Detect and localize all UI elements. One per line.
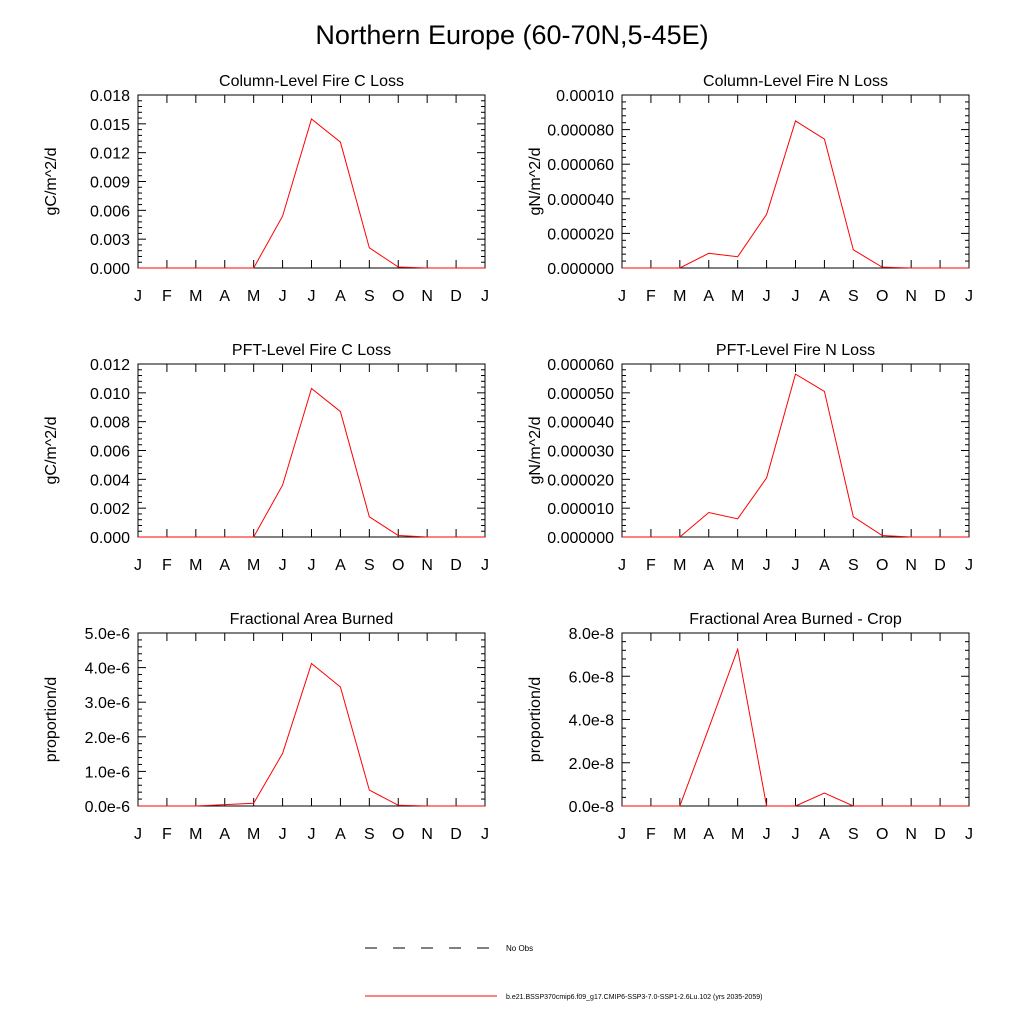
x-tick-label: J [134,288,142,305]
y-axis-label: proportion/d [43,676,60,763]
x-tick-label: N [905,288,917,305]
series-line [622,121,969,268]
y-tick-label: 0.004 [89,472,130,490]
x-tick-label: M [189,557,203,574]
x-tick-label: A [335,288,346,305]
x-tick-label: J [791,557,800,574]
x-tick-label: J [278,557,287,574]
series-line [622,374,969,537]
x-tick-label: J [307,557,316,574]
x-tick-label: N [905,557,917,574]
x-tick-label: N [905,826,917,843]
x-tick-label: F [162,288,172,305]
y-tick-label: 0.000 [89,261,130,278]
x-tick-label: S [363,557,375,574]
y-tick-label: 0.000000 [547,530,614,547]
y-tick-label: 0.00010 [556,88,614,105]
plot-frame [622,364,969,537]
x-tick-label: F [162,557,172,574]
y-axis-label: gC/m^2/d [43,147,60,216]
y-tick-label: 0.003 [89,232,130,250]
x-tick-label: M [673,557,687,574]
chart-panel-4 [527,342,973,574]
y-tick-label: 0.015 [89,116,130,134]
x-tick-label: J [791,826,800,843]
x-tick-label: J [134,826,142,843]
plot-frame [138,633,485,806]
x-tick-label: J [762,826,771,843]
y-tick-label: 6.0e-8 [568,669,614,687]
chart-panel-3 [43,342,489,574]
y-tick-label: 8.0e-8 [568,626,614,643]
series-line [138,389,485,537]
y-tick-label: 0.000020 [547,226,614,244]
series-line [622,649,969,806]
x-tick-label: O [392,557,405,574]
x-tick-label: S [363,288,375,305]
panel-title: Fractional Area Burned - Crop [689,611,902,628]
x-tick-label: S [847,288,859,305]
x-tick-label: M [673,288,687,305]
y-tick-label: 0.000060 [547,357,614,374]
x-tick-label: F [646,826,656,843]
x-tick-label: N [421,288,433,305]
y-tick-label: 0.008 [89,414,130,432]
x-tick-label: J [791,288,800,305]
x-tick-label: N [421,557,433,574]
x-tick-label: S [847,557,859,574]
y-axis-label: proportion/d [527,676,544,763]
x-tick-label: O [876,826,889,843]
x-tick-label: O [392,288,405,305]
x-tick-label: O [876,557,889,574]
y-tick-label: 0.000020 [547,472,614,490]
x-tick-label: O [876,288,889,305]
x-tick-label: M [673,826,687,843]
y-tick-label: 0.000030 [547,443,614,461]
x-tick-label: J [618,826,626,843]
x-tick-label: M [731,557,745,574]
y-tick-label: 0.000080 [547,122,614,140]
y-tick-label: 2.0e-8 [568,755,614,773]
x-tick-label: J [965,826,973,843]
panel-title: Column-Level Fire C Loss [219,73,404,90]
panel-title: PFT-Level Fire N Loss [715,342,876,359]
x-tick-label: J [762,557,771,574]
legend-obs-label: No Obs [506,944,534,953]
series-line [138,119,485,268]
y-axis-label: gN/m^2/d [527,416,544,485]
x-tick-label: F [646,288,656,305]
y-tick-label: 3.0e-6 [84,695,130,713]
x-tick-label: D [450,826,462,843]
x-tick-label: J [481,288,489,305]
y-tick-label: 0.000040 [547,414,614,432]
x-tick-label: A [335,557,346,574]
y-tick-label: 0.006 [89,443,130,461]
y-tick-label: 2.0e-6 [84,729,130,747]
x-tick-label: M [247,557,261,574]
chart-panel-1 [43,73,489,305]
y-tick-label: 4.0e-6 [84,660,130,678]
y-tick-label: 0.009 [89,174,130,192]
y-tick-label: 0.010 [89,385,130,403]
y-tick-label: 0.000000 [547,261,614,278]
panel-title: PFT-Level Fire C Loss [231,342,392,359]
x-tick-label: J [762,288,771,305]
x-tick-label: D [450,557,462,574]
y-tick-label: 0.000060 [547,157,614,175]
x-tick-label: A [819,826,830,843]
x-tick-label: M [247,826,261,843]
x-tick-label: M [731,288,745,305]
legend-model-label: b.e21.BSSP370cmip6.f09_g17.CMIP6-SSP3-7.0-SSP1-2.6Lu.102 (yrs 2035-2059) [506,994,763,1001]
x-tick-label: J [481,557,489,574]
x-tick-label: A [335,826,346,843]
x-tick-label: A [703,826,715,843]
y-tick-label: 0.000050 [547,385,614,403]
x-tick-label: A [219,288,231,305]
x-tick-label: D [934,288,946,305]
figure-title: Northern Europe (60-70N,5-45E) [315,20,709,50]
x-tick-label: J [278,826,287,843]
y-tick-label: 0.0e-6 [84,799,130,816]
x-tick-label: S [847,826,859,843]
y-tick-label: 0.018 [89,88,130,105]
chart-panels [43,73,973,843]
panel-title: Column-Level Fire N Loss [703,73,888,90]
panel-title: Fractional Area Burned [229,611,394,628]
chart-panel-2 [527,73,973,305]
x-tick-label: J [965,288,973,305]
x-tick-label: J [134,557,142,574]
x-tick-label: F [162,826,172,843]
chart-panel-5 [43,611,489,843]
x-tick-label: D [450,288,462,305]
x-tick-label: A [703,288,715,305]
y-tick-label: 0.012 [89,145,130,163]
y-axis-label: gC/m^2/d [43,416,60,485]
y-tick-label: 0.000 [89,530,130,547]
x-tick-label: J [307,288,316,305]
x-tick-label: A [819,288,830,305]
x-tick-label: M [247,288,261,305]
x-tick-label: D [934,557,946,574]
plot-frame [622,633,969,806]
x-tick-label: M [189,288,203,305]
x-tick-label: J [278,288,287,305]
x-tick-label: A [819,557,830,574]
y-tick-label: 5.0e-6 [84,626,130,643]
x-tick-label: A [219,557,231,574]
y-axis-label: gN/m^2/d [527,147,544,216]
plot-frame [138,95,485,268]
x-tick-label: J [307,826,316,843]
y-tick-label: 1.0e-6 [84,764,130,782]
x-tick-label: J [481,826,489,843]
x-tick-label: F [646,557,656,574]
y-tick-label: 0.000040 [547,191,614,209]
x-tick-label: J [618,288,626,305]
x-tick-label: S [363,826,375,843]
x-tick-label: A [703,557,715,574]
chart-panel-6 [527,611,973,843]
y-tick-label: 0.006 [89,203,130,221]
x-tick-label: N [421,826,433,843]
legend [365,944,762,1001]
x-tick-label: M [731,826,745,843]
y-tick-label: 0.0e-8 [568,799,614,816]
x-tick-label: A [219,826,231,843]
x-tick-label: O [392,826,405,843]
y-tick-label: 0.002 [89,501,130,519]
y-tick-label: 0.000010 [547,501,614,519]
x-tick-label: D [934,826,946,843]
x-tick-label: J [965,557,973,574]
y-tick-label: 4.0e-8 [568,712,614,730]
x-tick-label: M [189,826,203,843]
x-tick-label: J [618,557,626,574]
y-tick-label: 0.012 [89,357,130,374]
series-line [138,663,485,806]
